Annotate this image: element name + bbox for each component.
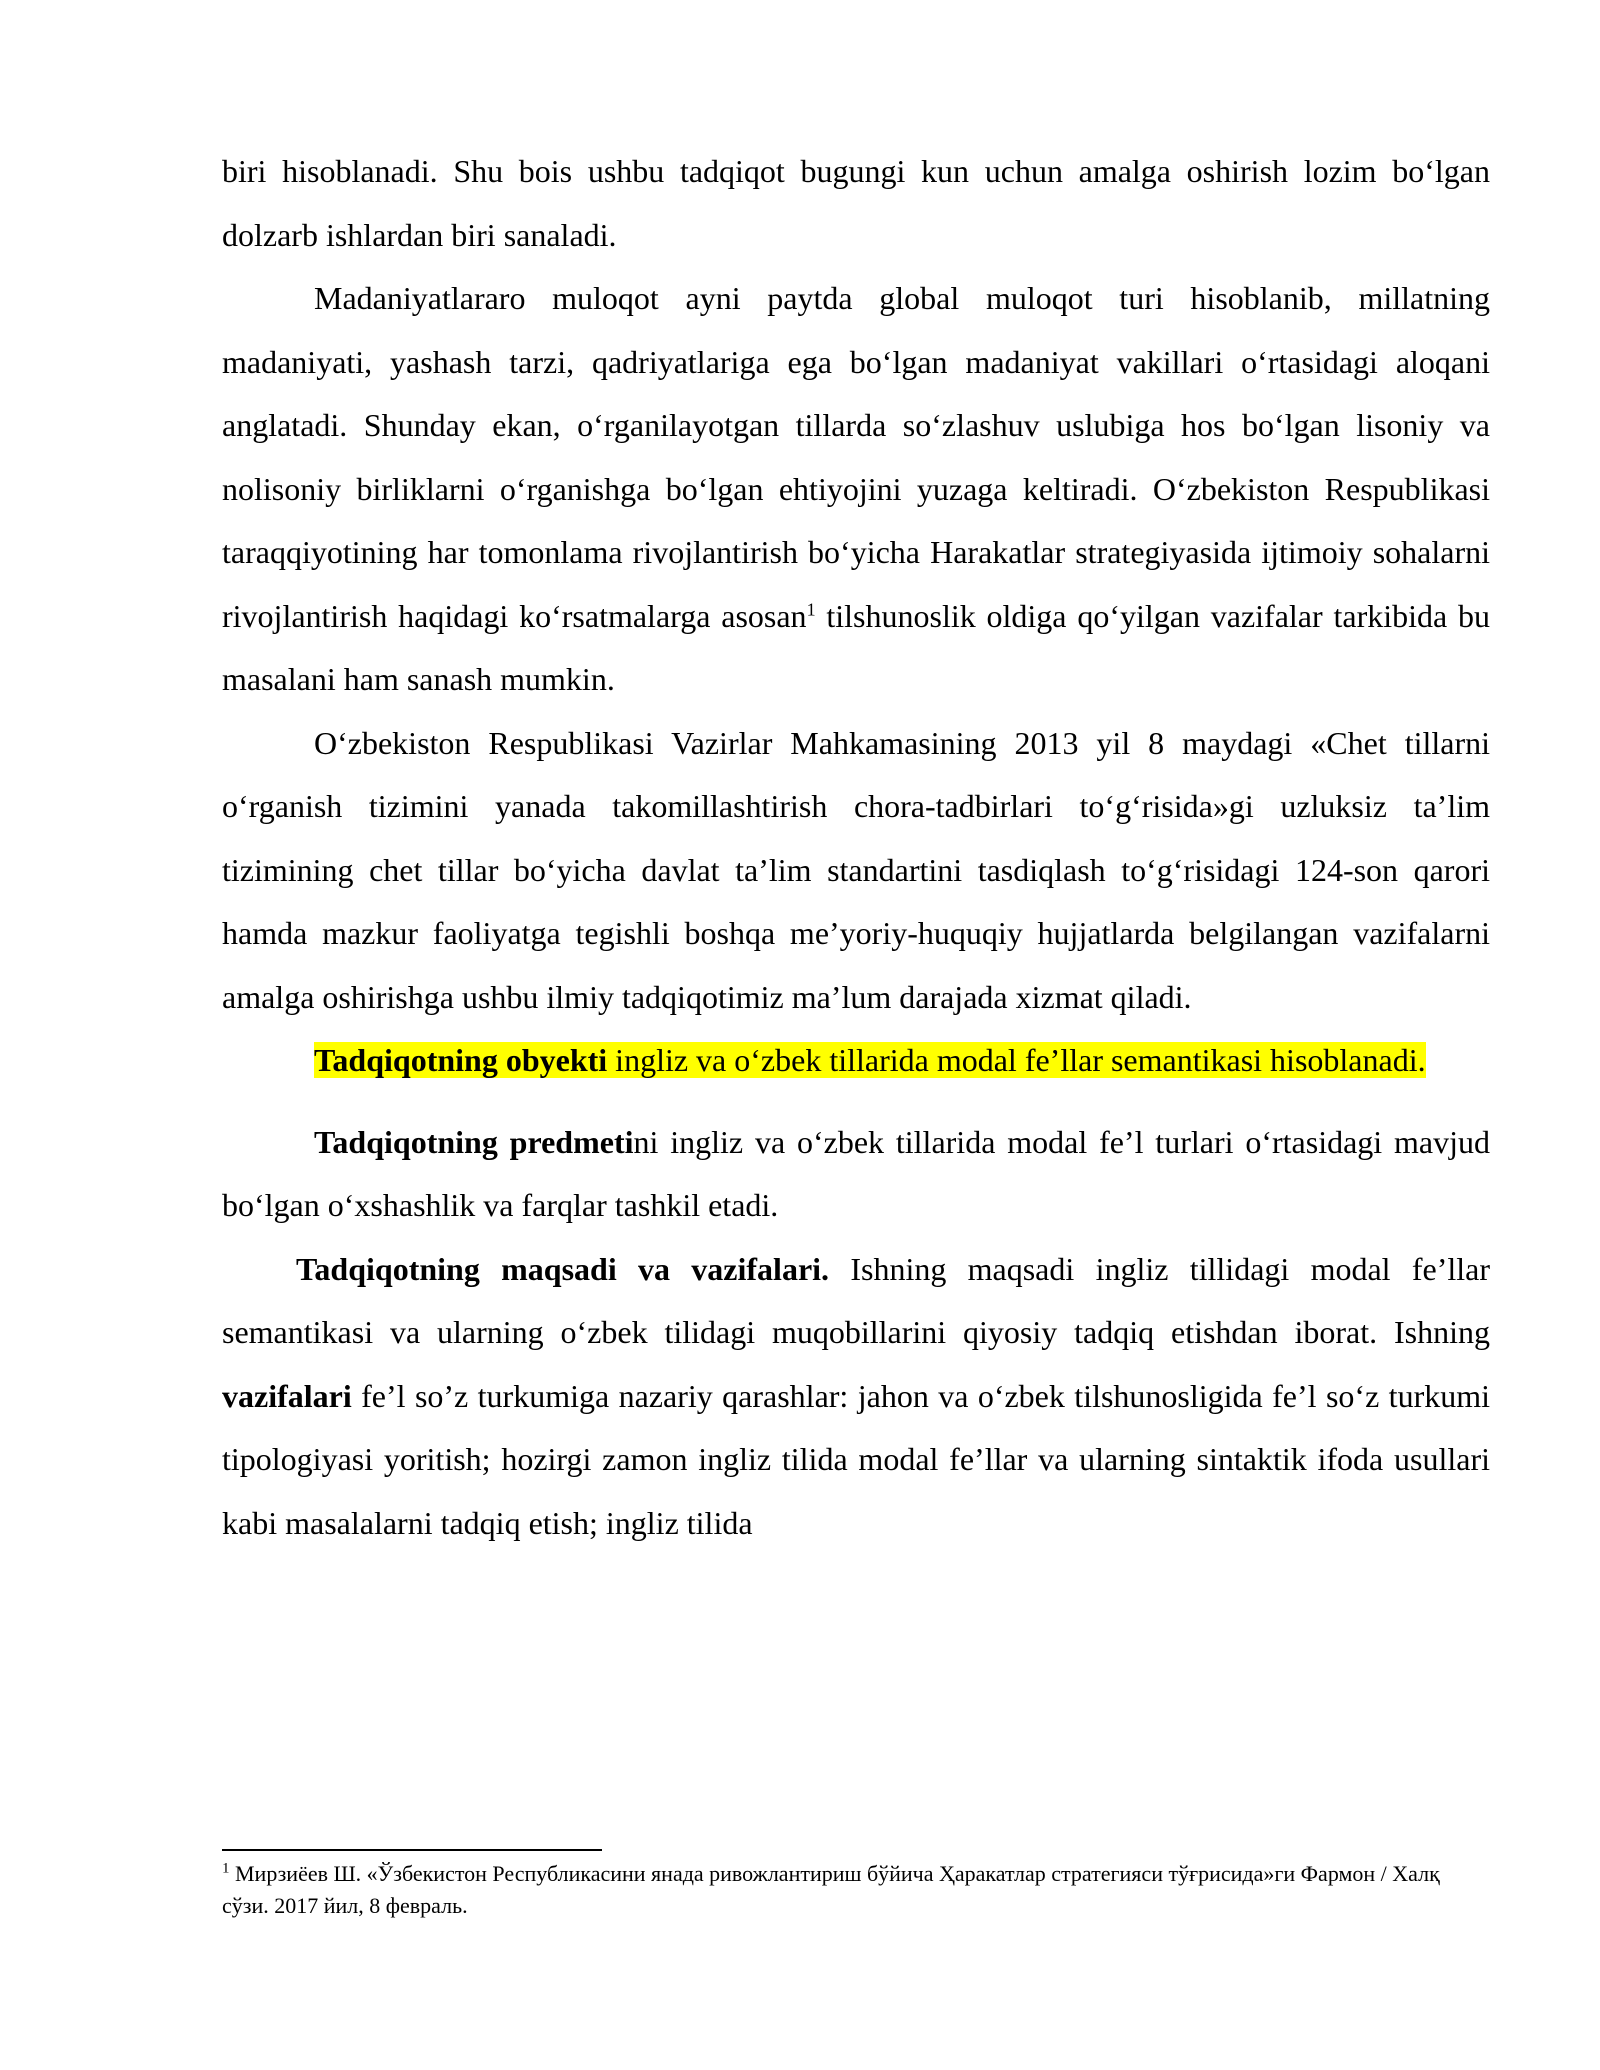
footnote-marker: 1 <box>222 1860 230 1877</box>
goals-text: Ishning maqsadi ingliz tillidagi modal fe’llar semantikasi va ularning o‘zbek tilidagi muqobillarini qiyosiy tadqiq etishdan iborat. Ishning <box>222 1250 1491 1350</box>
paragraph-object <box>222 1029 1490 1093</box>
subject-text: ni ingliz va o‘zbek tillarida modal fe’l turlari o‘rtasidagi mavjud bo‘lgan o‘xshashlik va farqlar tashkil etadi. <box>222 1123 1491 1223</box>
paragraph-1-text: biri hisoblanadi. Shu bois ushbu tadqiqot bugungi kun uchun amalga oshirish lozim bo‘lgan dolzarb ishlardan biri sanaladi. <box>222 153 1490 253</box>
paragraph-goals <box>222 1238 1490 1556</box>
object-heading: Tadqiqotning obyekti <box>314 1042 608 1078</box>
goals-heading: Tadqiqotning maqsadi va vazifalari. <box>296 1250 830 1287</box>
paragraph-subject <box>222 1111 1490 1238</box>
footnote-separator <box>222 1849 602 1851</box>
tasks-heading: vazifalari <box>222 1377 352 1414</box>
paragraph-3-text: O‘zbekiston Respublikasi Vazirlar Mahkamasining 2013 yil 8 maydagi «Chet tillarni o‘rganish tizimini yanada takomillashtirish chora-tadbirlari to‘g‘risida»gi uzluksiz ta’lim tizimining chet tillar bo‘yicha davlat ta’lim standartini tasdiqlash to‘g‘risidagi 124-son qarori hamda mazkur faoliyatga tegishli boshqa me’yoriy-huquqiy hujjatlarda belgilangan vazifalarni amalga oshirishga ushbu ilmiy tadqiqotimiz ma’lum darajada xizmat qiladi. <box>222 724 1490 1015</box>
document-body <box>222 140 1490 1555</box>
subject-heading: Tadqiqotning predmeti <box>314 1123 634 1160</box>
paragraph-2 <box>222 267 1490 712</box>
tasks-text: fe’l so’z turkumiga nazariy qarashlar: jahon va o‘zbek tilshunosligida fe’l so‘z turkumi tipologiyasi yoritish; hozirgi zamon ingliz tilida modal fe’llar va ularning sintaktik ifoda usullari kabi masalalarni tadqiq etish; ingliz tilida <box>222 1377 1490 1541</box>
paragraph-2-text-before: Madaniyatlararo muloqot ayni paytda global muloqot turi hisoblanib, millatning madaniyati, yashash tarzi, qadriyatlariga ega bo‘lgan madaniyat vakillari o‘rtasidagi aloqani anglatadi. Shunday ekan, o‘rganilayotgan tillarda so‘zlashuv uslubiga hos bo‘lgan lisoniy va nolisoniy birliklarni o‘rganishga bo‘lgan ehtiyojini yuzaga keltiradi. O‘zbekiston Respublikasi taraqqiyotining har tomonlama rivojlantirish bo‘yicha Harakatlar strategiyasida ijtimoiy sohalarni rivojlantirish haqidagi ko‘rsatmalarga asosan <box>222 280 1490 634</box>
object-text: ingliz va o‘zbek tillarida modal fe’llar semantikasi hisoblanadi. <box>607 1042 1426 1078</box>
footnote-text: Мирзиёев Ш. «Ўзбекистон Республикасини янада ривожлантириш бўйича Ҳаракатлар стратегияси тўғрисида»ги Фармон / Халқ сўзи. 2017 йил, 8 февраль. <box>222 1861 1440 1918</box>
paragraph-1 <box>222 140 1490 267</box>
highlighted-text <box>314 1042 1426 1078</box>
paragraph-3 <box>222 712 1490 1030</box>
footnote <box>222 1858 1490 1922</box>
footnote-reference[interactable]: 1 <box>806 598 816 619</box>
paragraph-2-text-after: tilshunoslik oldiga qo‘yilgan vazifalar tarkibida bu masalani ham sanash mumkin. <box>222 597 1491 697</box>
